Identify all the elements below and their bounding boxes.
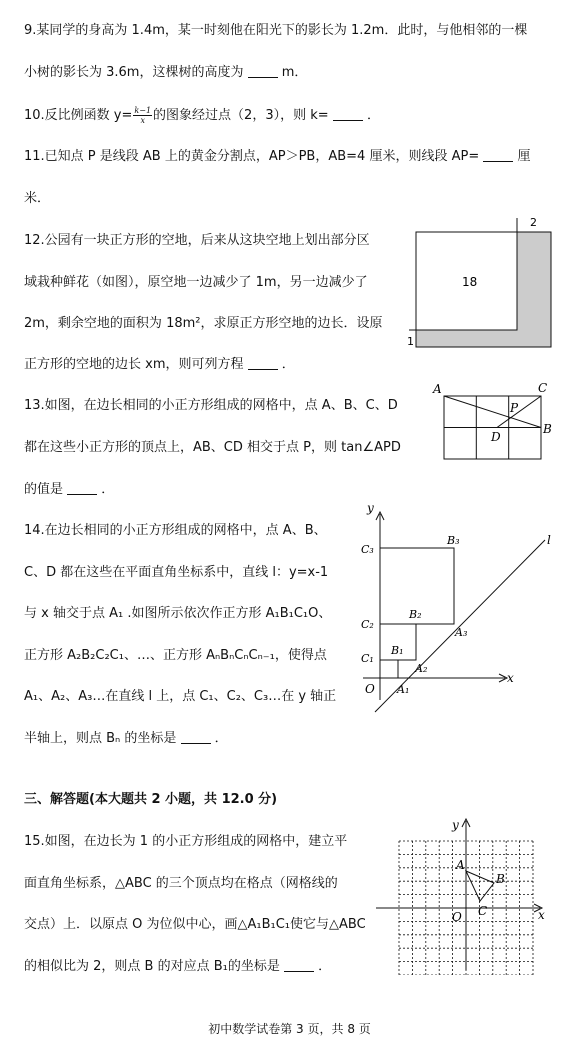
q13-segment-CD <box>497 396 541 428</box>
q14-line4: 正方形 A₂B₂C₂C₁、…、正方形 AₙBₙCₙCₙ₋₁，使得点 <box>24 648 327 663</box>
q14-square-1 <box>380 660 398 678</box>
q15-label-A: A <box>456 858 465 872</box>
q14-label-A3: A₃ <box>455 626 468 639</box>
q12-left-label: 1 <box>407 335 414 348</box>
q13-grid-figure <box>428 378 560 464</box>
q15-label-C: C <box>478 904 488 918</box>
q9-answer-blank[interactable] <box>248 65 278 78</box>
q14-line6: 半轴上，则点 Bₙ 的坐标是 ． <box>24 731 228 746</box>
q12-top-label: 2 <box>530 216 537 229</box>
q14-label-A1: A₁ <box>397 683 410 696</box>
q11-answer-blank[interactable] <box>483 149 513 162</box>
q12-line4: 正方形的空地的边长 xm，则可列方程 ． <box>24 357 295 372</box>
q14-label-x: x <box>507 671 514 685</box>
q15-grid-figure <box>372 815 552 975</box>
q13-line1: 13.如图，在边长相同的小正方形组成的网格中，点 A、B、C、D <box>24 398 398 413</box>
q15-triangle-ABC <box>466 871 494 901</box>
q15-label-O: O <box>452 910 462 924</box>
q15-line3: 交点）上．以原点 O 为位似中心，画△A₁B₁C₁使它与△ABC <box>24 917 366 932</box>
q12-line3: 2m，剩余空地的面积为 18m²，求原正方形空地的边长．设原 <box>24 316 383 331</box>
q15-line1: 15.如图，在边长为 1 的小正方形组成的网格中，建立平 <box>24 834 348 849</box>
q10-answer-blank[interactable] <box>333 108 363 121</box>
q12-figure <box>404 212 560 352</box>
q12-line2: 域栽种鲜花（如图），原空地一边减少了 1m，另一边减少了 <box>24 275 368 290</box>
page-footer: 初中数学试卷第 3 页，共 8 页 <box>208 1022 371 1036</box>
q15-answer-blank[interactable] <box>284 959 314 972</box>
q14-coordinate-figure <box>355 500 555 720</box>
q13-label-B: B <box>543 422 552 436</box>
q14-label-y: y <box>367 501 374 515</box>
q14-line5: A₁、A₂、A₃…在直线 l 上，点 C₁、C₂、C₃…在 y 轴正 <box>24 689 337 704</box>
q14-answer-blank[interactable] <box>181 731 211 744</box>
q15-label-y: y <box>452 818 459 832</box>
q14-label-O: O <box>365 682 375 696</box>
q15-label-x: x <box>538 908 545 922</box>
q14-label-l: l <box>547 533 551 547</box>
q12-line1: 12.公园有一块正方形的空地，后来从这块空地上划出部分区 <box>24 233 370 248</box>
q14-label-B2: B₂ <box>409 608 422 621</box>
q9-line1: 9.某同学的身高为 1.4m，某一时刻他在阳光下的影长为 1.2m．此时，与他相邻的一棵 <box>24 23 528 38</box>
q9-line2: 小树的影长为 3.6m，这棵树的高度为 m． <box>24 65 308 80</box>
q13-answer-blank[interactable] <box>67 482 97 495</box>
q14-label-C3: C₃ <box>361 543 374 556</box>
q14-label-B3: B₃ <box>447 534 460 547</box>
q13-label-P: P <box>510 401 519 415</box>
q12-area-label: 18 <box>462 275 478 289</box>
q10-fraction: $\frac{k-1}{x}$ <box>134 106 152 125</box>
q13-label-D: D <box>491 430 501 444</box>
q13-label-C: C <box>538 381 548 395</box>
section-3-heading: 三、解答题(本大题共 2 小题，共 12.0 分) <box>24 792 278 807</box>
q11-line2: 米． <box>24 191 51 206</box>
q14-line2: C、D 都在这些在平面直角坐标系中，直线 l：y=x-1 <box>24 565 329 580</box>
q14-label-C2: C₂ <box>361 618 374 631</box>
q14-label-C1: C₁ <box>361 652 374 665</box>
q14-label-B1: B₁ <box>391 644 404 657</box>
q15-line4: 的相似比为 2，则点 B 的对应点 B₁的坐标是 ． <box>24 959 332 974</box>
q13-segment-AB <box>444 396 541 428</box>
q12-answer-blank[interactable] <box>248 357 278 370</box>
q14-label-A2: A₂ <box>415 662 428 675</box>
q15-label-B: B <box>496 872 505 886</box>
q13-label-A: A <box>433 382 442 396</box>
q14-line1: 14.在边长相同的小正方形组成的网格中，点 A、B、 <box>24 523 327 538</box>
q15-line2: 面直角坐标系，△ABC 的三个顶点均在格点（网格线的 <box>24 876 338 891</box>
q13-line3: 的值是 ． <box>24 482 115 497</box>
q10-line: 10.反比例函数 y= $\frac{k-1}{x}$ 的图象经过点（2，3），则 k= ． <box>24 106 380 125</box>
q13-line2: 都在这些小正方形的顶点上，AB、CD 相交于点 P，则 tan∠APD <box>24 440 401 455</box>
q14-line3: 与 x 轴交于点 A₁ .如图所示依次作正方形 A₁B₁C₁O、 <box>24 606 332 621</box>
q11-line1: 11.已知点 P 是线段 AB 上的黄金分割点，AP＞PB，AB=4 厘米，则线段 AP= 厘 <box>24 149 531 164</box>
